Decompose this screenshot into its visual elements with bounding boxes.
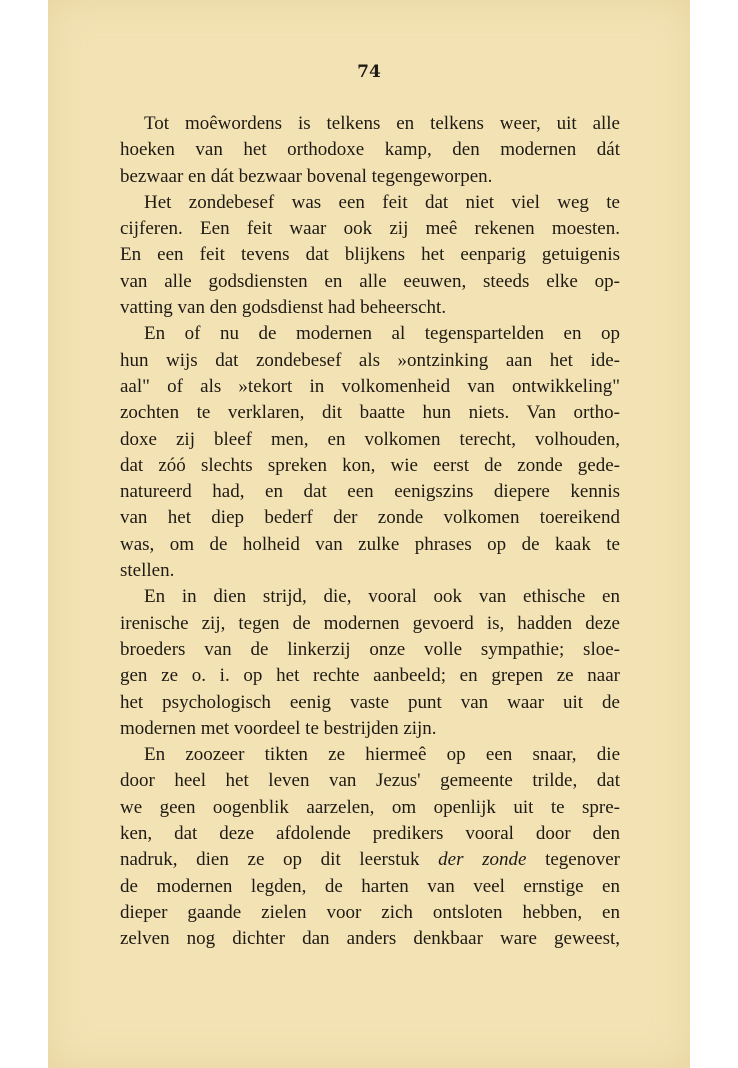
text-line: de modernen legden, de harten van veel ernstige en [120, 875, 620, 897]
text-line: gen ze o. i. op het rechte aanbeeld; en grepen ze naar [120, 665, 620, 687]
text-line: vatting van den godsdienst had beheerscht. [120, 297, 447, 319]
text-line: zochten te verklaren, dit baatte hun niets. Van ortho- [120, 402, 620, 424]
text-line: stellen. [120, 560, 175, 582]
text-line: hun wijs dat zondebesef als »ontzinking aan het ide- [120, 349, 620, 371]
text-segment: nadruk, dien ze op dit leerstuk [120, 849, 439, 871]
text-line: dat zóó slechts spreken kon, wie eerst de zonde gede- [120, 454, 620, 476]
text-line: natureerd had, en dat een eenigszins diepere kennis [120, 481, 620, 503]
text-line: we geen oogenblik aarzelen, om openlijk uit te spre- [120, 796, 620, 818]
text-line: En of nu de modernen al tegenspartelden en op [144, 323, 620, 345]
text-line: broeders van de linkerzij onze volle sympathie; sloe- [120, 638, 620, 660]
text-line: door heel het leven van Jezus' gemeente trilde, dat [120, 770, 620, 792]
text-line: was, om de holheid van zulke phrases op de kaak te [120, 533, 620, 555]
text-line: irenische zij, tegen de modernen gevoerd is, hadden deze [120, 612, 620, 634]
text-line: van het diep bederf der zonde volkomen toereikend [120, 507, 620, 529]
text-line: En een feit tevens dat blijkens het eenparig getuigenis [120, 244, 620, 266]
text-line: Tot moêwordens is telkens en telkens weer, uit alle [144, 113, 620, 134]
book-page [48, 0, 690, 1068]
text-line: modernen met voordeel te bestrijden zijn. [120, 717, 437, 739]
text-line: cijferen. Een feit waar ook zij meê rekenen moesten. [120, 218, 620, 240]
text-line: van alle godsdiensten en alle eeuwen, steeds elke op- [120, 270, 620, 292]
text-line: Het zondebesef was een feit dat niet viel weg te [144, 191, 620, 213]
italic-term: der zonde [438, 849, 527, 871]
text-segment: tegenover [526, 849, 621, 871]
text-line: En zoozeer tikten ze hiermeê op een snaar, die [144, 744, 620, 766]
text-line: bezwaar en dát bezwaar bovenal tegengeworpen. [120, 165, 493, 187]
text-line: zelven nog dichter dan anders denkbaar ware geweest, [120, 928, 620, 950]
text-line: dieper gaande zielen voor zich ontsloten hebben, en [120, 901, 620, 923]
body-text [120, 111, 620, 953]
text-line: het psychologisch eenig vaste punt van waar uit de [120, 691, 620, 713]
text-line: En in dien strijd, die, vooral ook van ethische en [144, 586, 620, 608]
text-line: hoeken van het orthodoxe kamp, den modernen dát [120, 139, 620, 161]
text-line [120, 847, 620, 873]
text-line: ken, dat deze afdolende predikers vooral door den [120, 823, 620, 845]
text-line: aal" of als »tekort in volkomenheid van ontwikkeling" [120, 375, 620, 397]
page-number: 74 [357, 62, 381, 82]
text-line: doxe zij bleef men, en volkomen terecht, volhouden, [120, 428, 620, 450]
